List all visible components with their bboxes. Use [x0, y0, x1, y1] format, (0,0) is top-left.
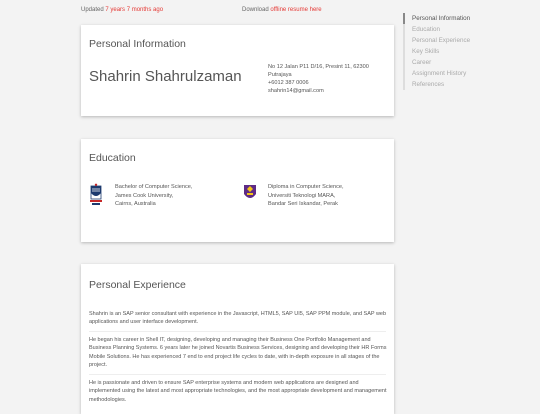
section-title: Personal Experience: [89, 279, 186, 291]
toc-item-references[interactable]: References: [412, 81, 445, 88]
updated-info: [81, 7, 163, 13]
experience-paragraph: He began his career in Shell IT, designing, developing and managing their Business One Portfolio Management and Business Planning Systems. 6 years later he joined Novartis Business Services, designing and developing their HR Forms Mobile Solutions. He has experienced 7 end to end project life cycles to date, with in-depth exposure in all stages of the project.: [89, 337, 387, 368]
updated-prefix: Updated: [81, 7, 106, 13]
education-item-uitm: [268, 183, 344, 209]
toc-item-education[interactable]: Education: [412, 26, 441, 33]
education-location: Bandar Seri Iskandar, Perak: [268, 201, 338, 207]
divider: [89, 374, 386, 375]
education-degree: Diploma in Computer Science,: [268, 184, 344, 190]
toc-item-personal-experience[interactable]: Personal Experience: [412, 37, 471, 44]
contact-details: [268, 63, 369, 95]
updated-link[interactable]: 7 years 7 months ago: [105, 7, 164, 13]
experience-paragraph: Shahrin is an SAP senior consultant with experience in the Javascript, HTML5, SAP UI5, SAP PPM module, and SAP web applications and user interface development.: [89, 311, 387, 326]
education-location: Cairns, Australia: [115, 201, 156, 207]
education-item-jcu: [115, 183, 192, 209]
download-info: [242, 7, 322, 13]
toc-item-assignment-history[interactable]: Assignment History: [412, 70, 467, 77]
uitm-crest-icon: [243, 183, 257, 203]
education-degree: Bachelor of Computer Science,: [115, 184, 193, 190]
jcu-crest-icon: [89, 183, 103, 207]
personal-experience-card: [81, 264, 394, 414]
person-name: Shahrin Shahrulzaman: [89, 68, 242, 85]
section-title: Personal Information: [89, 38, 186, 50]
toc-item-career[interactable]: Career: [412, 59, 432, 66]
download-resume-link[interactable]: offline resume here: [270, 7, 322, 13]
address-line-2: Putrajaya: [268, 72, 292, 78]
divider: [89, 331, 386, 332]
toc-item-personal-information[interactable]: Personal Information: [403, 13, 535, 24]
toc-item-key-skills[interactable]: Key Skills: [412, 48, 440, 55]
experience-paragraph: He is passionate and driven to ensure SAP enterprise systems and modern web applications are designed and implemented using the latest and most appropriate technologies, and the most appropriate development and management methodologies.: [89, 380, 387, 403]
education-institution: James Cook University,: [115, 192, 174, 199]
phone-number: +6012 387 0006: [268, 80, 309, 86]
section-title: Education: [89, 152, 136, 164]
table-of-contents: [403, 13, 535, 90]
education-card: [81, 139, 394, 242]
personal-information-card: [81, 25, 394, 116]
education-institution: Universiti Teknologi MARA,: [268, 192, 336, 199]
email-address[interactable]: shahrin14@gmail.com: [268, 88, 324, 94]
download-prefix: Download: [242, 7, 271, 13]
address-line-1: No 12 Jalan P11 D/16, Presint 11, 62300: [268, 64, 369, 70]
